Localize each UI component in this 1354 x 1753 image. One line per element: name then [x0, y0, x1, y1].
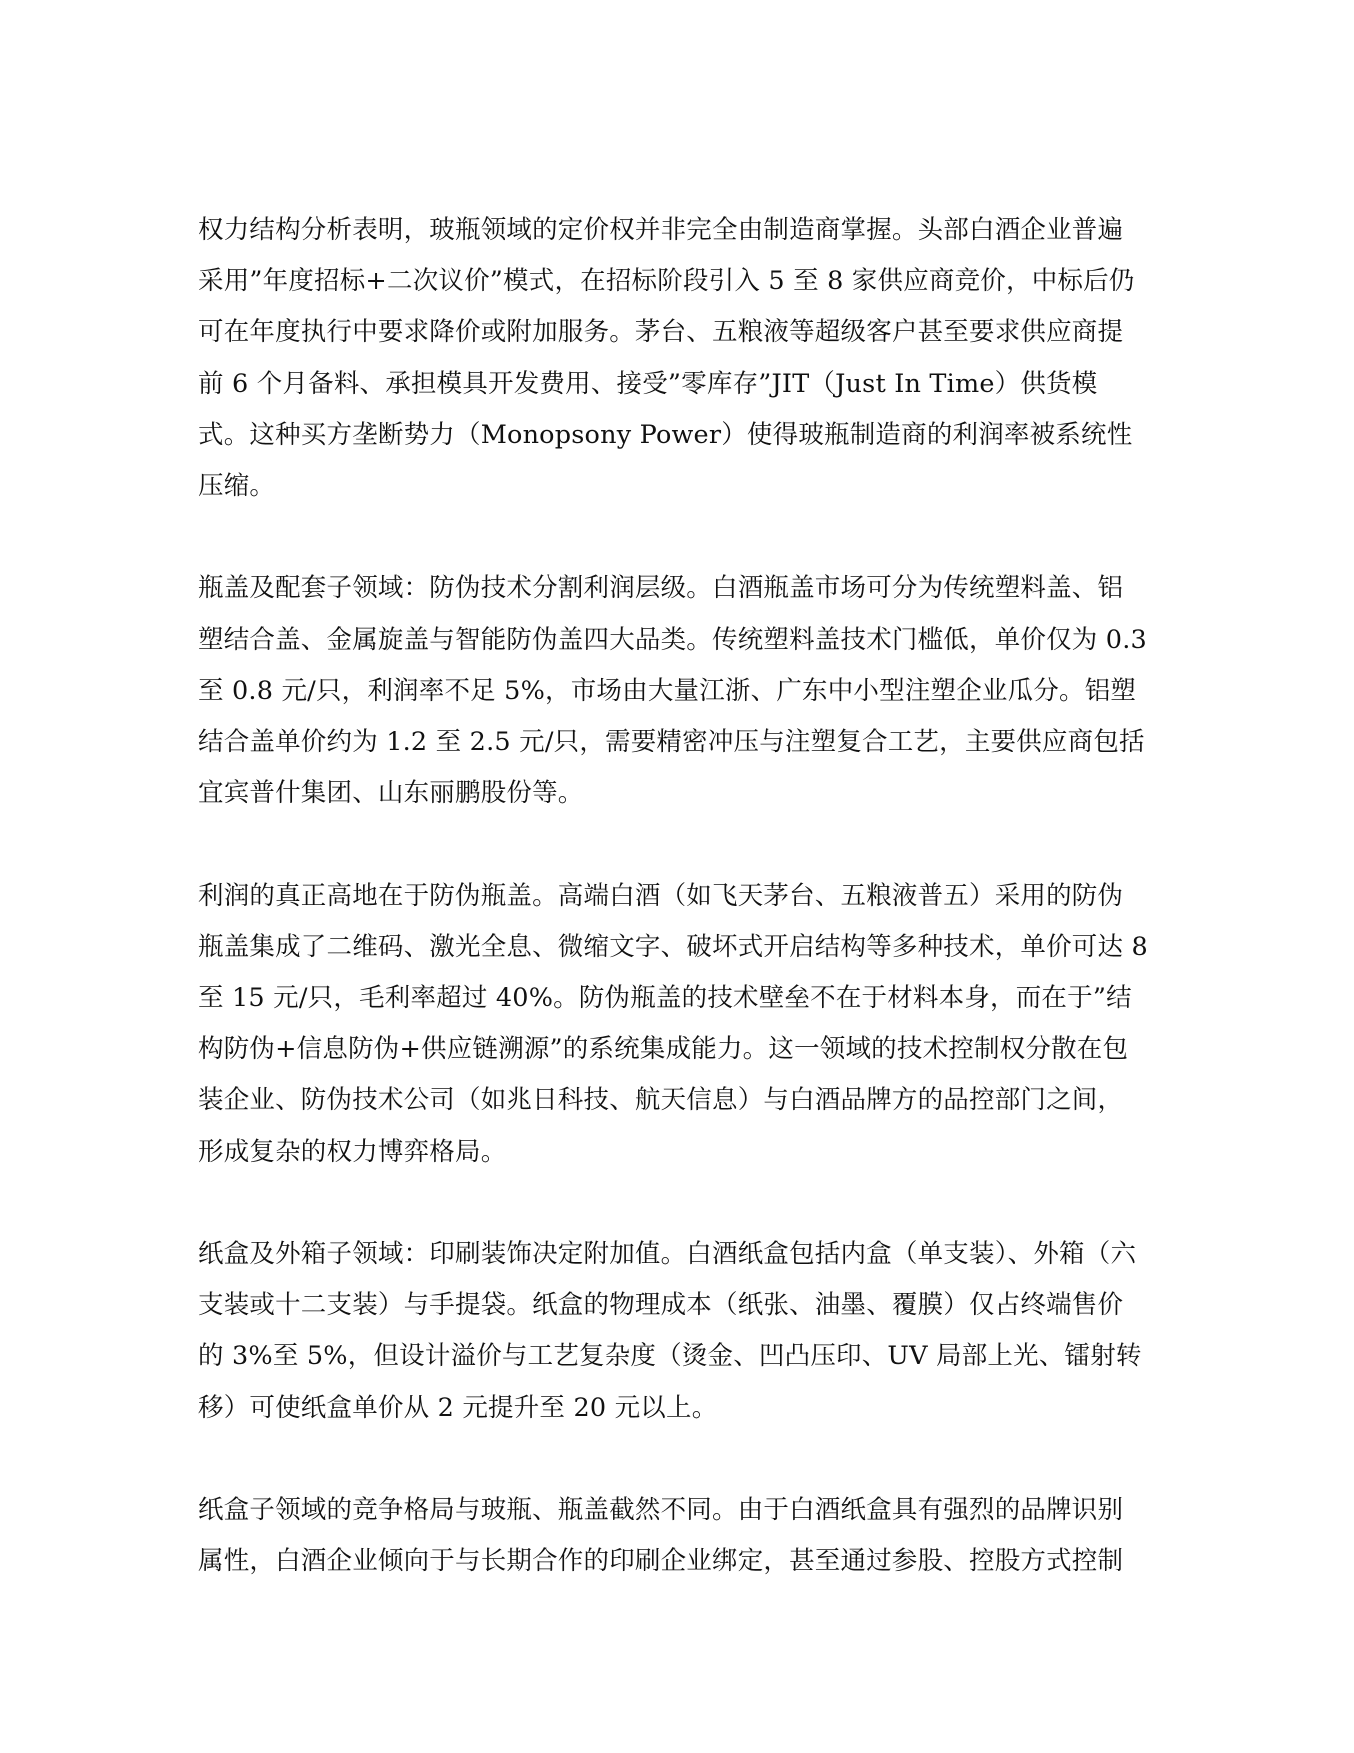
paragraph-paper-box: 纸盒及外箱子领域：印刷装饰决定附加值。白酒纸盒包括内盒（单支装）、外箱（六支装或十二支装）与手提袋。纸盒的物理成本（纸张、油墨、覆膜）仅占终端售价的 3%至 5%，但设计溢价与工艺复杂度（烫金、凹凸压印、UV 局部上光、镭射转移）可使纸盒单价从 2 元提升至 20 元以上。 [198, 1239, 1142, 1423]
paragraph-anti-counterfeit-cap: 利润的真正高地在于防伪瓶盖。高端白酒（如飞天茅台、五粮液普五）采用的防伪瓶盖集成了二维码、激光全息、微缩文字、破坏式开启结构等多种技术，单价可达 8 至 15 元/只，毛利率超过 40%。防伪瓶盖的技术壁垒不在于材料本身，而在于”结构防伪+信息防伪+供应链溯源”的系统集成能力。这一领域的技术控制权分散在包装企业、防伪技术公司（如兆日科技、航天信息）与白酒品牌方的品控部门之间，形成复杂的权力博弈格局。 [198, 880, 1148, 1167]
paragraph-power-structure: 权力结构分析表明，玻瓶领域的定价权并非完全由制造商掌握。头部白酒企业普遍采用”年度招标+二次议价”模式，在招标阶段引入 5 至 8 家供应商竞价，中标后仍可在年度执行中要求降价或附加服务。茅台、五粮液等超级客户甚至要求供应商提前 6 个月备料、承担模具开发费用、接受”零库存”JIT（Just In Time）供货模式。这种买方垄断势力（Monopsony Power）使得玻瓶制造商的利润率被系统性压缩。 [198, 215, 1135, 502]
document-body [198, 205, 1148, 1587]
paragraph-bottle-cap: 瓶盖及配套子领域：防伪技术分割利润层级。白酒瓶盖市场可分为传统塑料盖、铝塑结合盖、金属旋盖与智能防伪盖四大品类。传统塑料盖技术门槛低，单价仅为 0.3 至 0.8 元/只，利润率不足 5%，市场由大量江浙、广东中小型注塑企业瓜分。铝塑结合盖单价约为 1.2 至 2.5 元/只，需要精密冲压与注塑复合工艺，主要供应商包括宜宾普什集团、山东丽鹏股份等。 [198, 573, 1147, 809]
paragraph-paper-box-competition: 纸盒子领域的竞争格局与玻瓶、瓶盖截然不同。由于白酒纸盒具有强烈的品牌识别属性，白酒企业倾向于与长期合作的印刷企业绑定，甚至通过参股、控股方式控制 [198, 1495, 1124, 1577]
